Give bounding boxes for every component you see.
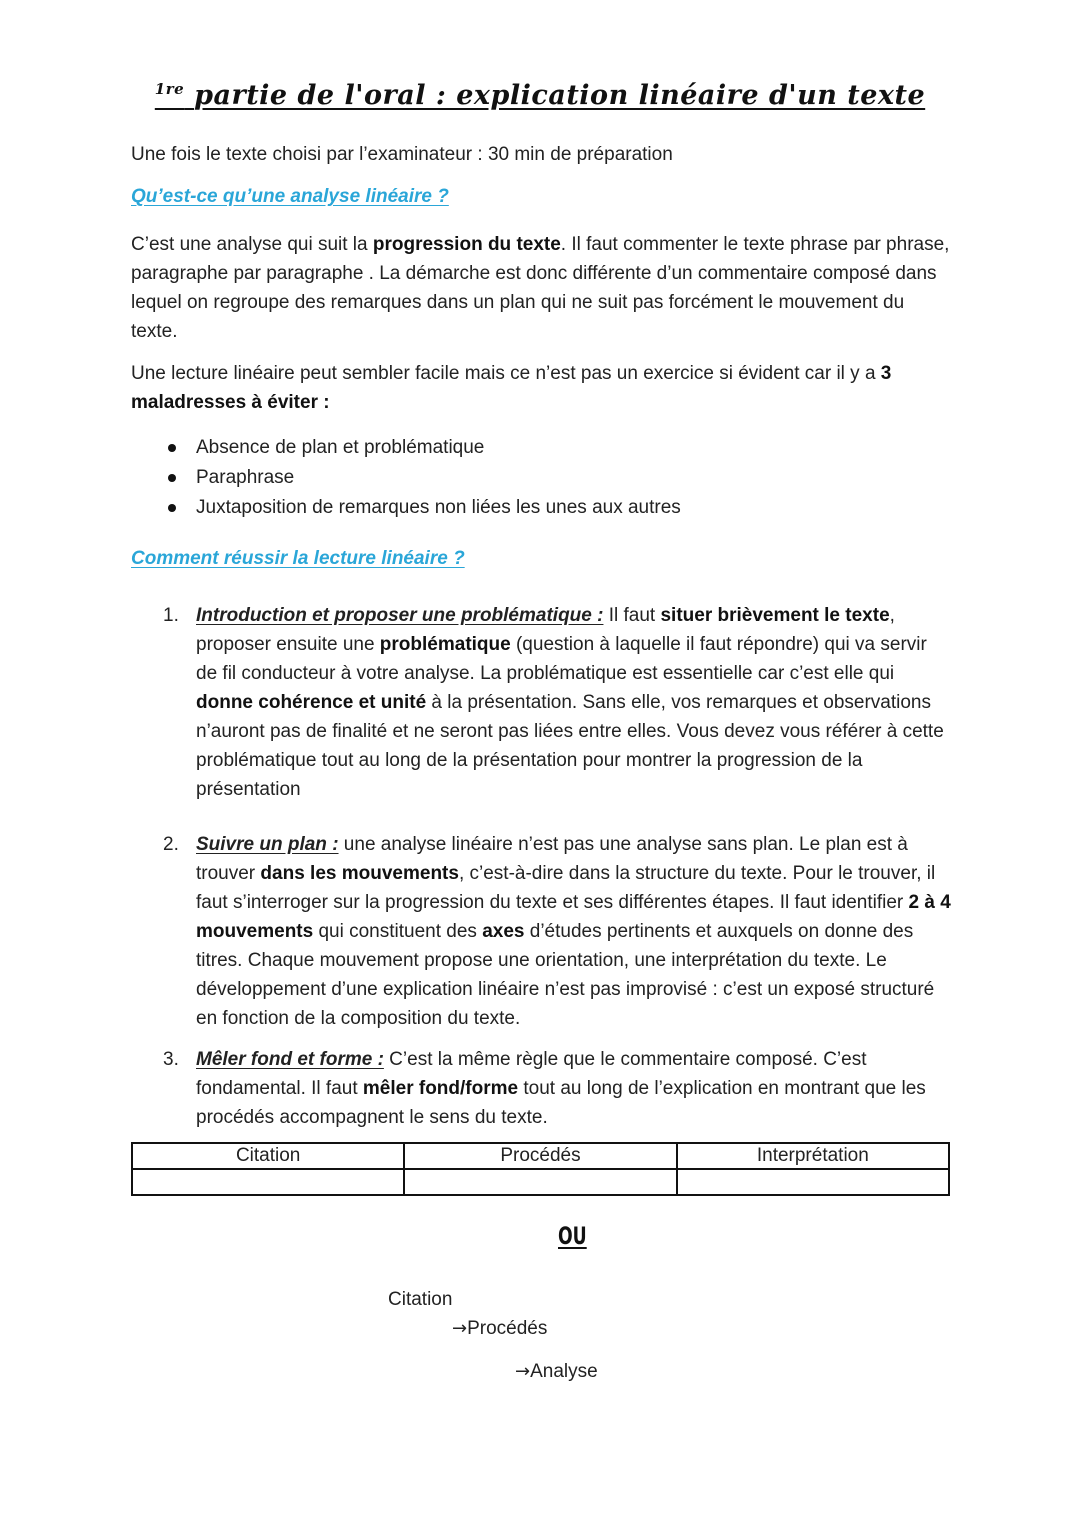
heading-reussir: Comment réussir la lecture linéaire ? [131, 548, 465, 569]
heading-analyse-lineaire: Qu’est-ce qu’une analyse linéaire ? [131, 186, 449, 207]
step-lead: Introduction et proposer une problématique : [196, 605, 604, 626]
emphasis-progression: progression du texte [372, 234, 561, 255]
flow-procedes: →Procédés [452, 1318, 548, 1339]
table-header-citation: Citation [132, 1143, 404, 1169]
flow-citation: Citation [388, 1289, 453, 1310]
list-item: Juxtaposition de remarques non liées les unes aux autres [160, 493, 681, 523]
table-cell [132, 1169, 404, 1195]
paragraph-maladresses: Une lecture linéaire peut sembler facile mais ce n’est pas un exercice si évident car il y a 3 maladresses à éviter : [131, 363, 892, 413]
list-item: Paraphrase [160, 463, 681, 493]
arrow-right-icon: → [452, 1318, 468, 1339]
ou-separator: OU [558, 1222, 587, 1250]
bullet-icon [168, 504, 176, 512]
title-text: partie de l'oral : explication linéaire d'un texte [194, 80, 926, 111]
paragraph-definition: C’est une analyse qui suit la progression du texte. Il faut commenter le texte phrase par phrase, paragraphe par paragraphe . La démarche est donc différente d’un commentaire composé dans lequel on regroupe des remarques dans un plan qui ne suit pas forcément le mouvement du texte. [131, 234, 950, 342]
maladresses-list [160, 433, 681, 523]
step-plan: 2. Suivre un plan : une analyse linéaire n’est pas une analyse sans plan. Le plan est à trouver dans les mouvements, c’est-à-dire dans la structure du texte. Pour le trouver, il faut s’interroger sur la progression du texte et ses différentes étapes. Il faut identifier 2 à 4 mouvements qui constituent des axes d’études pertinents et auxquels on donne des titres. Chaque mouvement propose une orientation, une interprétation du texte. Le développement d’une explication linéaire n’est pas improvisé : c’est un exposé structuré en fonction de la composition du texte. [163, 830, 953, 1033]
step-introduction: 1. Introduction et proposer une problématique : Il faut situer brièvement le texte, proposer ensuite une problématique (question à laquelle il faut répondre) qui va servir de fil conducteur à votre analyse. La problématique est essentielle car c’est elle qui donne cohérence et unité à la présentation. Sans elle, vos remarques et observations n’auront pas de finalité et ne seront pas liées entre elles. Vous devez vous référer à cette problématique tout au long de la présentation pour montrer la progression de la présentation [163, 601, 953, 804]
step-number: 3. [163, 1049, 179, 1070]
table-header-interpretation: Interprétation [677, 1143, 949, 1169]
step-number: 2. [163, 834, 179, 855]
table-cell [677, 1169, 949, 1195]
bullet-icon [168, 444, 176, 452]
table-header-procedes: Procédés [404, 1143, 676, 1169]
table-header-row [132, 1143, 949, 1169]
table-row [132, 1169, 949, 1195]
step-lead: Suivre un plan : [196, 834, 339, 855]
intro-line: Une fois le texte choisi par l’examinateur : 30 min de préparation [131, 144, 673, 165]
analysis-table [131, 1142, 950, 1196]
table-cell [404, 1169, 676, 1195]
list-item: Absence de plan et problématique [160, 433, 681, 463]
step-number: 1. [163, 605, 179, 626]
arrow-right-icon: → [515, 1361, 531, 1382]
flow-analyse: →Analyse [515, 1361, 598, 1382]
step-lead: Mêler fond et forme : [196, 1049, 384, 1070]
title-superscript: 1re [154, 80, 185, 98]
bullet-icon [168, 474, 176, 482]
step-fond-forme: 3. Mêler fond et forme : C’est la même règle que le commentaire composé. C’est fondamental. Il faut mêler fond/forme tout au long de l’explication en montrant que les procédés accompagnent le sens du texte. [163, 1045, 953, 1132]
emphasis-maladresses: 3 maladresses à éviter : [131, 363, 892, 413]
document-title [0, 80, 1080, 111]
